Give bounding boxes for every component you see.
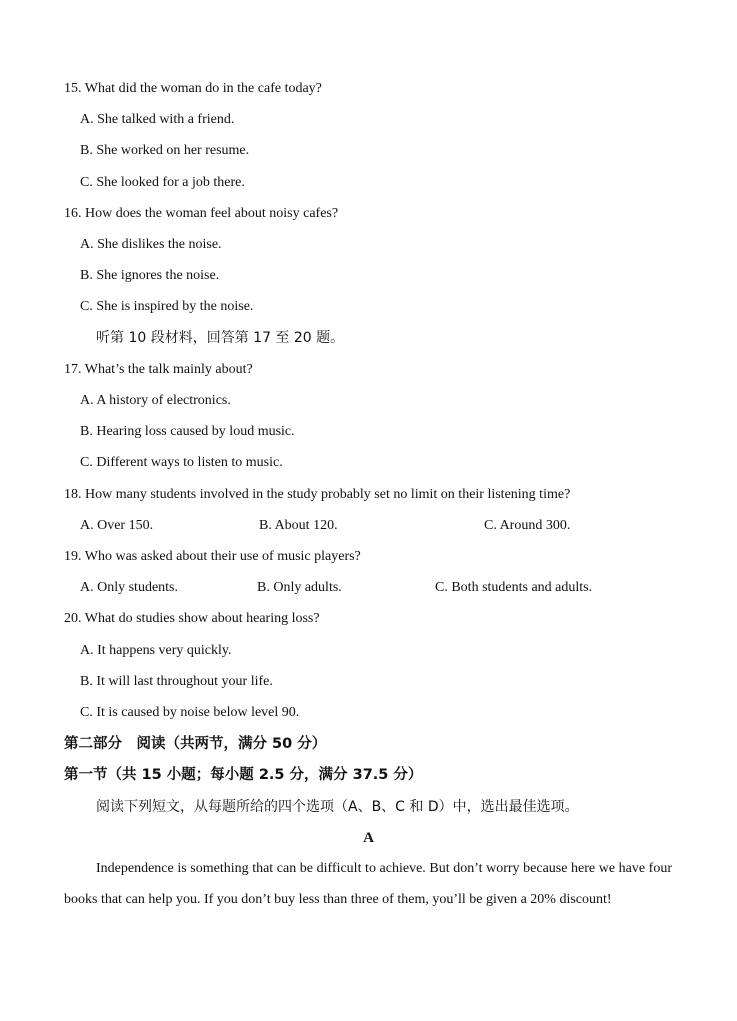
option-15a: A. She talked with a friend. xyxy=(80,112,235,127)
listening-instruction: 听第 10 段材料，回答第 17 至 20 题。 xyxy=(96,330,345,346)
question-17: 17. What’s the talk mainly about? xyxy=(64,362,253,377)
option-15b: B. She worked on her resume. xyxy=(80,143,250,158)
option-17a: A. A history of electronics. xyxy=(80,393,231,408)
option-19a: A. Only students. xyxy=(80,580,178,595)
option-18c: C. Around 300. xyxy=(484,518,571,533)
question-15: 15. What did the woman do in the cafe today? xyxy=(64,81,322,96)
option-16c: C. She is inspired by the noise. xyxy=(80,299,254,314)
option-19c: C. Both students and adults. xyxy=(435,580,593,595)
question-20: 20. What do studies show about hearing loss? xyxy=(64,611,320,626)
part-2-heading: 第二部分 阅读（共两节，满分 50 分） xyxy=(64,736,327,752)
option-18a: A. Over 150. xyxy=(80,518,154,533)
option-17c: C. Different ways to listen to music. xyxy=(80,455,283,470)
option-17b: B. Hearing loss caused by loud music. xyxy=(80,424,295,439)
section-1-heading: 第一节（共 15 小题；每小题 2.5 分，满分 37.5 分） xyxy=(64,767,423,783)
question-19: 19. Who was asked about their use of music players? xyxy=(64,549,361,564)
option-16b: B. She ignores the noise. xyxy=(80,268,220,283)
passage-paragraph: Independence is something that can be difficult to achieve. But don’t worry because here we have four books that can help you. If you don’t buy less than three of them, you’ll be given a 20% discount! xyxy=(64,861,672,907)
reading-instruction: 阅读下列短文，从每题所给的四个选项（A、B、C 和 D）中，选出最佳选项。 xyxy=(96,799,579,815)
option-18b: B. About 120. xyxy=(259,518,338,533)
option-20a: A. It happens very quickly. xyxy=(80,643,232,658)
option-19b: B. Only adults. xyxy=(257,580,342,595)
option-16a: A. She dislikes the noise. xyxy=(80,237,222,252)
option-20c: C. It is caused by noise below level 90. xyxy=(80,705,300,720)
question-18: 18. How many students involved in the study probably set no limit on their listening time? xyxy=(64,487,571,502)
question-16: 16. How does the woman feel about noisy cafes? xyxy=(64,206,339,221)
passage-label: A xyxy=(363,830,374,846)
option-15c: C. She looked for a job there. xyxy=(80,175,245,190)
option-20b: B. It will last throughout your life. xyxy=(80,674,273,689)
